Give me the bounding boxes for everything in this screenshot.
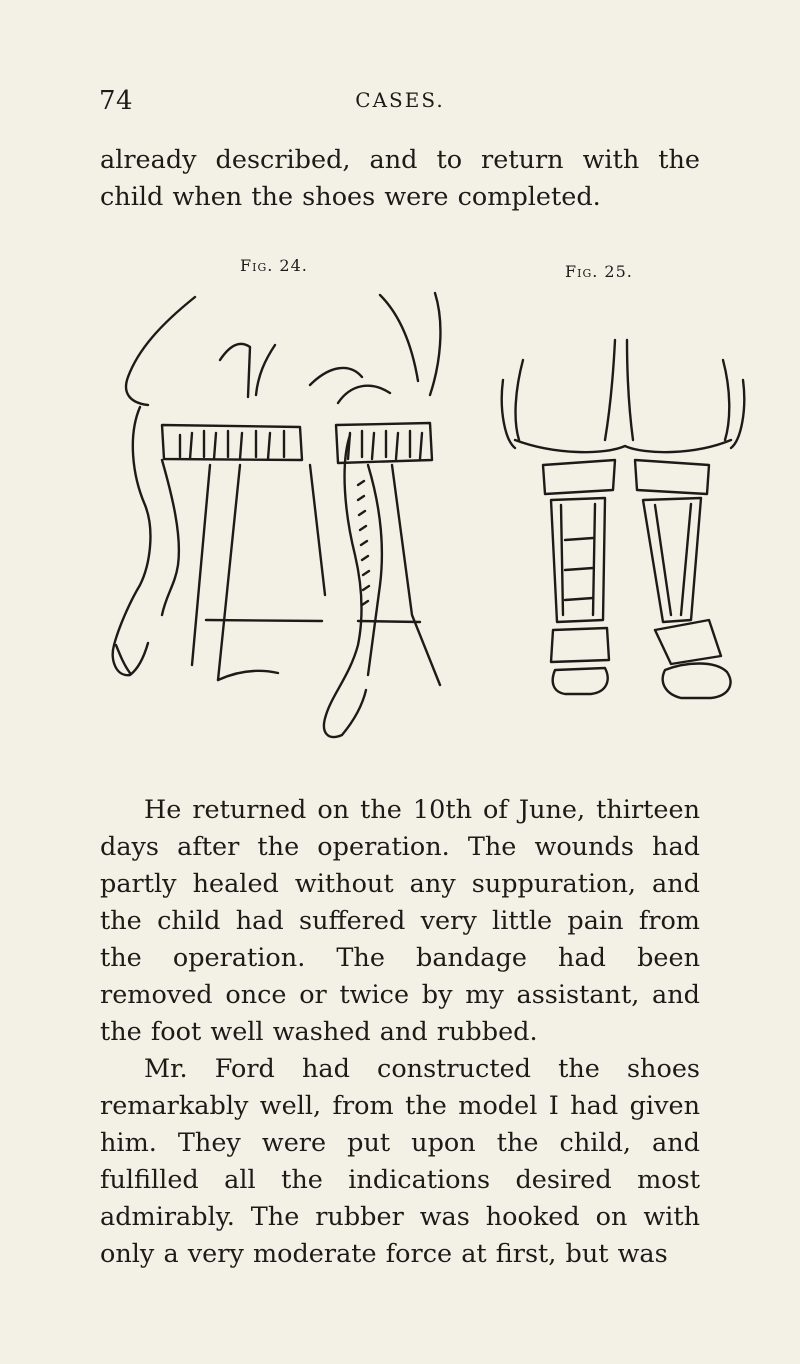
paragraph-june-return: He returned on the 10th of June, thirteen days after the operation. The wounds had partly healed without any suppuration, and the child had suffered very little pain from the operation. The bandage had been removed once or twice by my assistant, and the foot well washed and rubbed. (100, 795, 700, 1047)
page-number: 74 (99, 86, 134, 116)
paragraph-continued: already described, and to return with the child when the shoes were completed. (100, 145, 700, 212)
paragraph-ford-shoes: Mr. Ford had constructed the shoes remarkably well, from the model I had given him. They were put upon the child, and fulfilled all the indications desired most admirably. The rubber was hooked on with only a very moderate force at first, but was (100, 1054, 700, 1269)
running-head: CASES. (355, 88, 445, 112)
child-seated-legs-with-bandage-icon (100, 285, 465, 760)
figure-24-label: Fig. 24. (240, 256, 308, 275)
figure-24-illustration (100, 285, 465, 760)
legs-with-corrective-shoes-icon (495, 300, 750, 710)
figure-25-label: Fig. 25. (565, 262, 633, 281)
figure-25-illustration (495, 300, 750, 710)
